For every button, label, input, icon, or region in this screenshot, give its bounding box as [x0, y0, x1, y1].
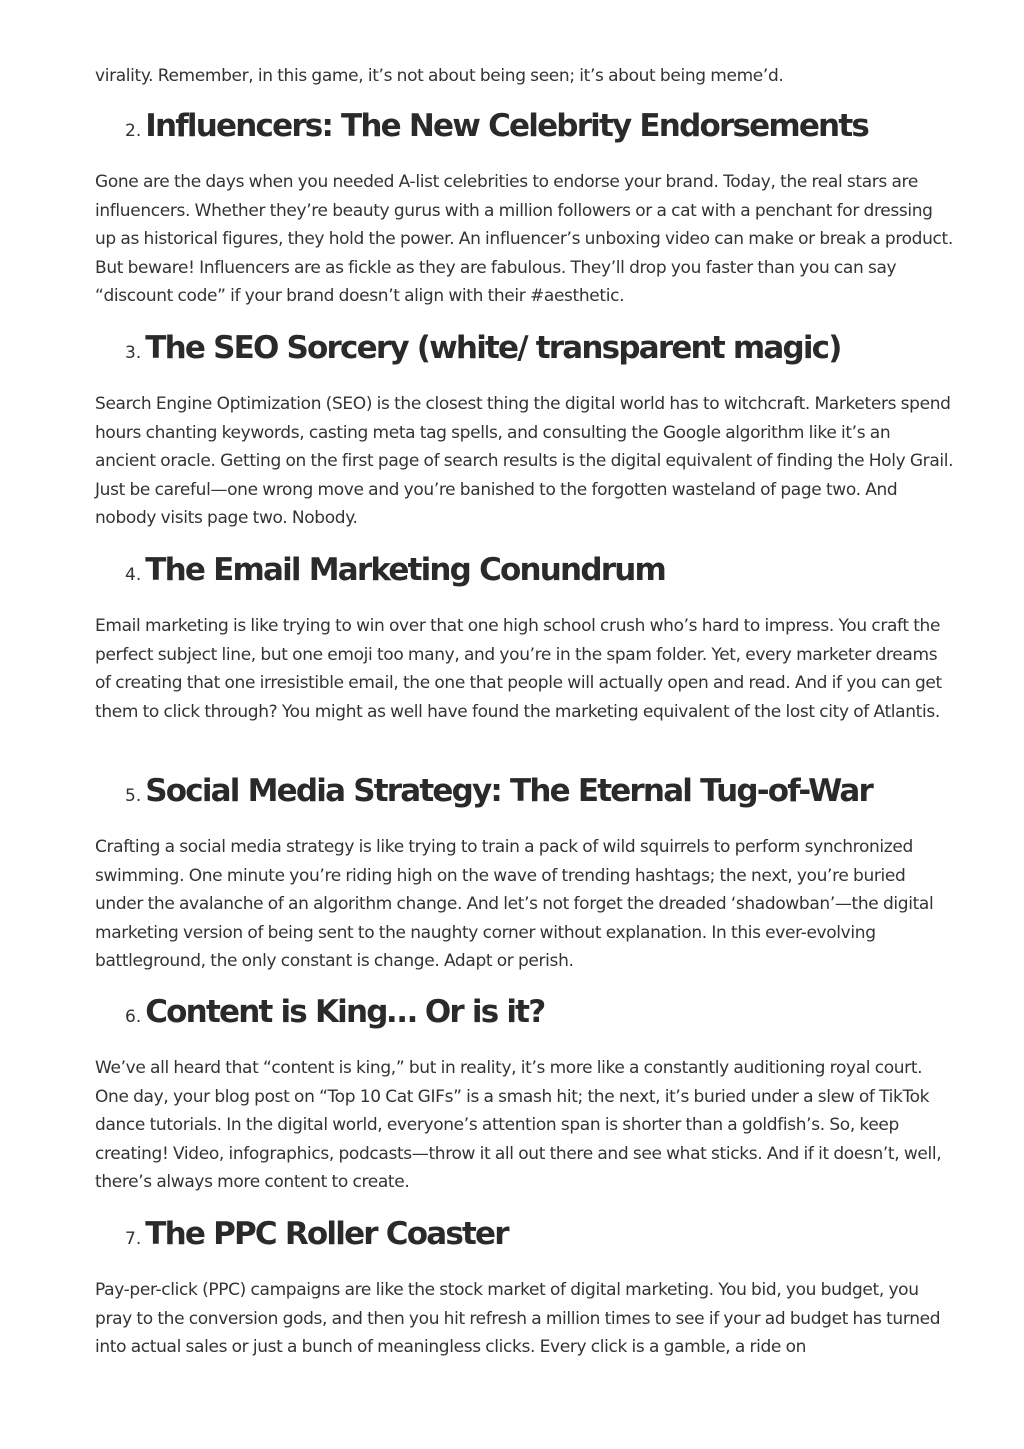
section-title: Content is King… Or is it? [145, 994, 545, 1030]
section-heading [95, 106, 955, 168]
section-number: 6. [125, 1007, 142, 1027]
section-number: 7. [125, 1229, 142, 1249]
section-paragraph: Email marketing is like trying to win over that one high school crush who’s hard to impress. You craft the perfect subject line, but one emoji too many, and you’re in the spam folder. Yet, every marketer dreams of creating that one irresistible email, the one that people will actually open and read. And if you can get them to click through? You might as well have found the marketing equivalent of the lost city of Atlantis. [95, 616, 942, 722]
section-number: 5. [125, 786, 142, 806]
section-number: 3. [125, 343, 142, 363]
section-title: The Email Marketing Conundrum [145, 552, 665, 588]
section-paragraph: We’ve all heard that “content is king,” but in reality, it’s more like a constantly auditioning royal court. One day, your blog post on “Top 10 Cat GIFs” is a smash hit; the next, it’s buried under a slew of TikTok dance tutorials. In the digital world, everyone’s attention span is shorter than a goldfish’s. So, keep creating! Video, infographics, podcasts—throw it all out there and see what sticks. And if it doesn’t, well, there’s always more content to create. [95, 1058, 942, 1193]
intro-paragraph: virality. Remember, in this game, it’s not about being seen; it’s about being meme’d. [95, 66, 784, 86]
section-heading [95, 771, 955, 833]
section-number: 4. [125, 565, 142, 585]
section-heading [95, 1214, 955, 1276]
section-title: The SEO Sorcery (white/ transparent magic) [145, 330, 841, 366]
section-social-media [95, 771, 955, 976]
section-seo [95, 328, 955, 533]
section-title: The PPC Roller Coaster [145, 1216, 508, 1252]
section-ppc [95, 1214, 955, 1362]
section-heading [95, 328, 955, 390]
section-influencers [95, 106, 955, 311]
section-title: Influencers: The New Celebrity Endorsements [145, 108, 868, 144]
section-email-marketing [95, 550, 955, 726]
section-content-king [95, 992, 955, 1197]
intro-block [95, 62, 955, 91]
section-heading [95, 550, 955, 612]
section-paragraph: Gone are the days when you needed A-list celebrities to endorse your brand. Today, the real stars are influencers. Whether they’re beauty gurus with a million followers or a cat with a penchant for dressing up as historical figures, they hold the power. An influencer’s unboxing video can make or break a product. But beware! Influencers are as fickle as they are fabulous. They’ll drop you faster than you can say “discount code” if your brand doesn’t align with their #aesthetic. [95, 172, 953, 307]
section-paragraph: Pay-per-click (PPC) campaigns are like the stock market of digital marketing. You bid, you budget, you pray to the conversion gods, and then you hit refresh a million times to see if your ad budget has turned into actual sales or just a bunch of meaningless clicks. Every click is a gamble, a ride on [95, 1280, 941, 1358]
section-title: Social Media Strategy: The Eternal Tug-of-War [145, 773, 873, 809]
section-number: 2. [125, 121, 142, 141]
section-paragraph: Search Engine Optimization (SEO) is the closest thing the digital world has to witchcraft. Marketers spend hours chanting keywords, casting meta tag spells, and consulting the Google algorithm like it’s an ancient oracle. Getting on the first page of search results is the digital equivalent of finding the Holy Grail. Just be careful—one wrong move and you’re banished to the forgotten wasteland of page two. And nobody visits page two. Nobody. [95, 394, 954, 529]
section-paragraph: Crafting a social media strategy is like trying to train a pack of wild squirrels to perform synchronized swimming. One minute you’re riding high on the wave of trending hashtags; the next, you’re buried under the avalanche of an algorithm change. And let’s not forget the dreaded ‘shadowban’—the digital marketing version of being sent to the naughty corner without explanation. In this ever-evolving battleground, the only constant is change. Adapt or perish. [95, 837, 934, 972]
section-heading [95, 992, 955, 1054]
